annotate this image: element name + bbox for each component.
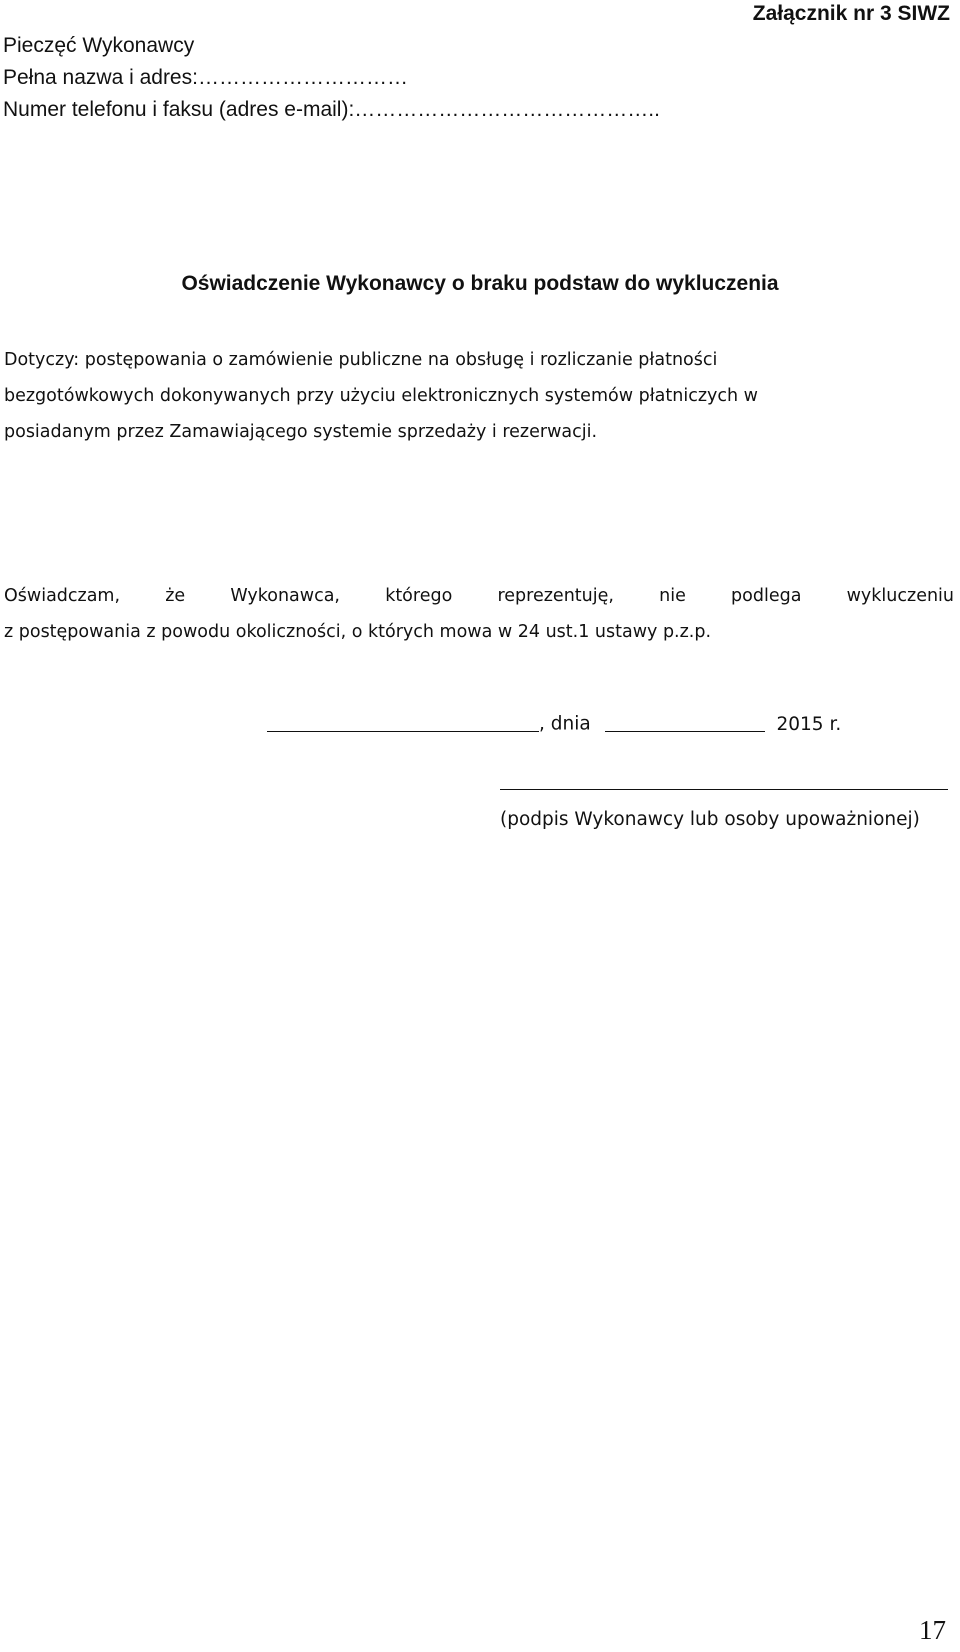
document-title: Oświadczenie Wykonawcy o braku podstaw do wykluczenia	[181, 272, 779, 295]
phone-fax-email-field: Numer telefonu i faksu (adres e-mail):……………………………………..	[3, 98, 660, 121]
statement-paragraph	[4, 578, 954, 650]
name-address-field: Pełna nazwa i adres:…………………………	[3, 66, 408, 89]
statement-line: z postępowania z powodu okoliczności, o których mowa w 24 ust.1 ustawy p.z.p.	[4, 622, 712, 642]
subject-line: bezgotówkowych dokonywanych przy użyciu elektronicznych systemów płatniczych w	[4, 386, 758, 406]
date-blank[interactable]	[605, 712, 765, 732]
page-number: 17	[919, 1615, 946, 1645]
signature-line[interactable]	[500, 789, 948, 790]
subject-line: posiadanym przez Zamawiającego systemie sprzedaży i rezerwacji.	[4, 422, 598, 442]
subject-line: Dotyczy: postępowania o zamówienie publiczne na obsługę i rozliczanie płatności	[4, 350, 718, 370]
date-separator: , dnia	[539, 713, 591, 735]
subject-paragraph	[4, 342, 954, 450]
statement-line: Oświadczam, że Wykonawca, którego reprezentuję, nie podlega wykluczeniu	[4, 586, 954, 606]
signature-label: (podpis Wykonawcy lub osoby upoważnionej)	[500, 809, 920, 830]
contractor-stamp-label: Pieczęć Wykonawcy	[3, 34, 195, 57]
attachment-label: Załącznik nr 3 SIWZ	[752, 2, 950, 25]
place-date-row	[267, 712, 841, 735]
year-label: 2015 r.	[776, 713, 842, 735]
place-blank[interactable]	[267, 712, 539, 732]
